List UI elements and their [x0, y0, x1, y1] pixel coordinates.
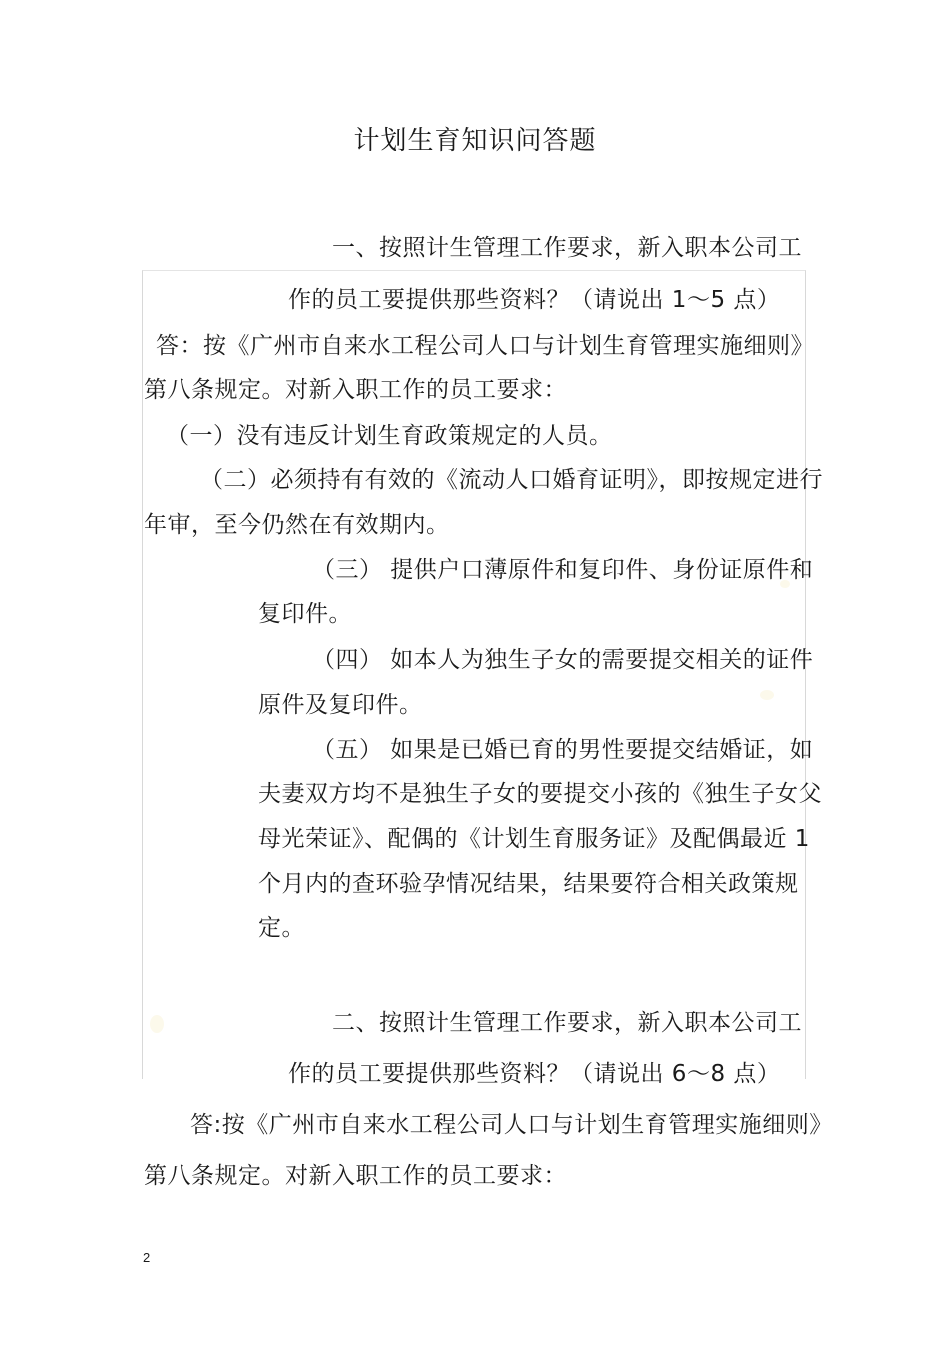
- page-number: 2: [143, 1250, 151, 1265]
- page-title: 计划生育知识问答题: [353, 126, 597, 156]
- section1-item1: （一）没有违反计划生育政策规定的人员。: [166, 423, 613, 449]
- section1-question-line2: 作的员工要提供那些资料？（请说出 1～5 点）: [288, 287, 781, 313]
- section1-item4-line1: （四） 如本人为独生子女的需要提交相关的证件: [312, 647, 814, 673]
- section1-item5-line5: 定。: [258, 915, 305, 941]
- section2-question-line1: 二、按照计生管理工作要求，新入职本公司工: [332, 1010, 802, 1036]
- section1-item2-line2: 年审，至今仍然在有效期内。: [144, 512, 450, 538]
- section1-item2-line1: （二）必须持有有效的《流动人口婚育证明》，即按规定进行: [200, 467, 823, 493]
- section1-item5-line3: 母光荣证》、配偶的《计划生育服务证》及配偶最近 1: [258, 826, 810, 852]
- section1-item5-line4: 个月内的查环验孕情况结果，结果要符合相关政策规: [258, 871, 799, 897]
- section1-item3-line2: 复印件。: [258, 601, 352, 627]
- section1-item3-line1: （三） 提供户口薄原件和复印件、身份证原件和: [312, 557, 814, 583]
- section1-item4-line2: 原件及复印件。: [258, 692, 423, 718]
- section2-question-line2: 作的员工要提供那些资料？（请说出 6～8 点）: [288, 1061, 781, 1087]
- section2-answer-line2: 第八条规定。对新入职工作的员工要求：: [144, 1163, 567, 1189]
- section1-answer-line2: 第八条规定。对新入职工作的员工要求：: [144, 377, 567, 403]
- section2-answer-line1: 答:按《广州市自来水工程公司人口与计划生育管理实施细则》: [190, 1112, 833, 1138]
- section1-question-line1: 一、按照计生管理工作要求，新入职本公司工: [332, 235, 802, 261]
- section1-answer-line1: 答：按《广州市自来水工程公司人口与计划生育管理实施细则》: [156, 333, 814, 359]
- section1-item5-line1: （五） 如果是已婚已育的男性要提交结婚证，如: [312, 737, 814, 763]
- section1-item5-line2: 夫妻双方均不是独生子女的要提交小孩的《独生子女父: [258, 781, 822, 807]
